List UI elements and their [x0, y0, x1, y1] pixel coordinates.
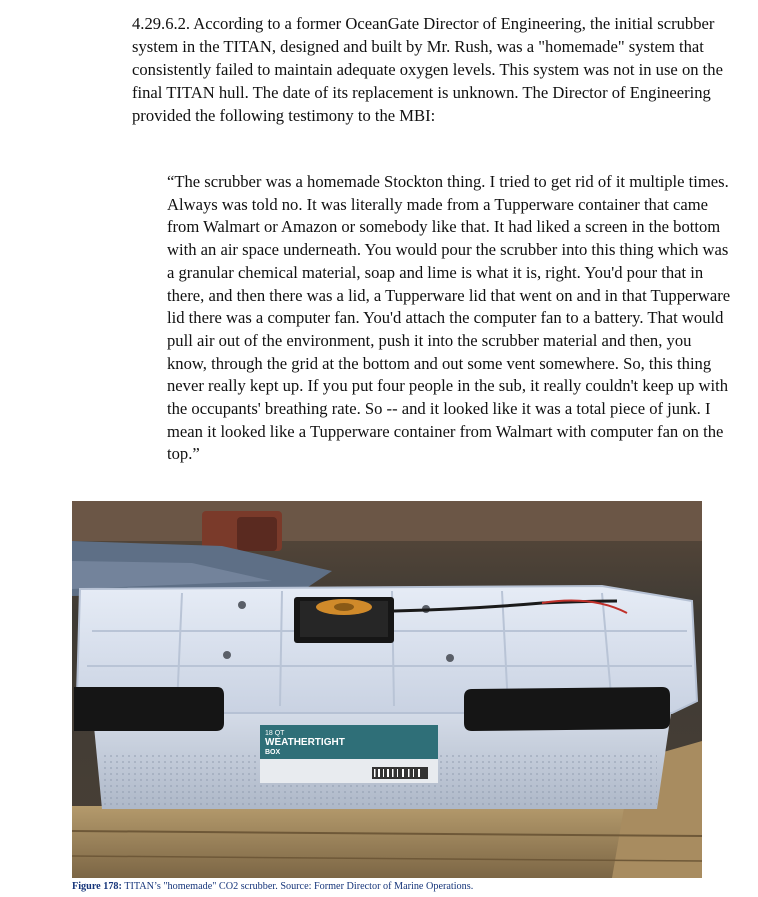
box-label-brand: WEATHERTIGHT: [265, 737, 345, 748]
figure-caption-text: TITAN’s "homemade" CO2 scrubber. Source: Former Director of Marine Operations.: [124, 881, 474, 892]
computer-fan-icon: [294, 597, 394, 643]
figure-caption: [72, 880, 752, 893]
scrubber-photo: [72, 501, 702, 878]
box-label-type: BOX: [265, 749, 281, 756]
box-label: [260, 725, 438, 783]
figure-label: Figure 178:: [72, 881, 122, 892]
section-paragraph: 4.29.6.2. According to a former OceanGate Director of Engineering, the initial scrubber system in the TITAN, designed and built by Mr. Rush, was a "homemade" system that consistently failed to maintain adequate oxygen levels. This system was not in use on the final TITAN hull. The date of its replacement is unknown. The Director of Engineering provided the following testimony to the MBI:: [132, 14, 723, 125]
box-label-size: 18 QT: [265, 730, 285, 737]
testimony-quote: “The scrubber was a homemade Stockton thing. I tried to get rid of it multiple times. Always was told no. It was literally made from a Tupperware container that came from Walmart or Amazon or somebody like that. It had liked a screen in the bottom with an air space underneath. You would pour the scrubber into this thing which was a granular chemical material, soap and lime is what it is, right. You'd pour that in there, and then there was a lid, a Tupperware lid that went on and in that Tupperware lid there was a computer fan. You'd attach the computer fan to a battery. That would pull air out of the environment, push it into the scrubber material and then, you know, through the grid at the bottom and out some vent somewhere. So, this thing never really kept up. If you put four people in the sub, it really couldn't keep up with the occupants' breathing rate. So -- and it looked like it was a total piece of junk. I mean it looked like a Tupperware container from Walmart with computer fan on the top.”: [167, 172, 731, 464]
